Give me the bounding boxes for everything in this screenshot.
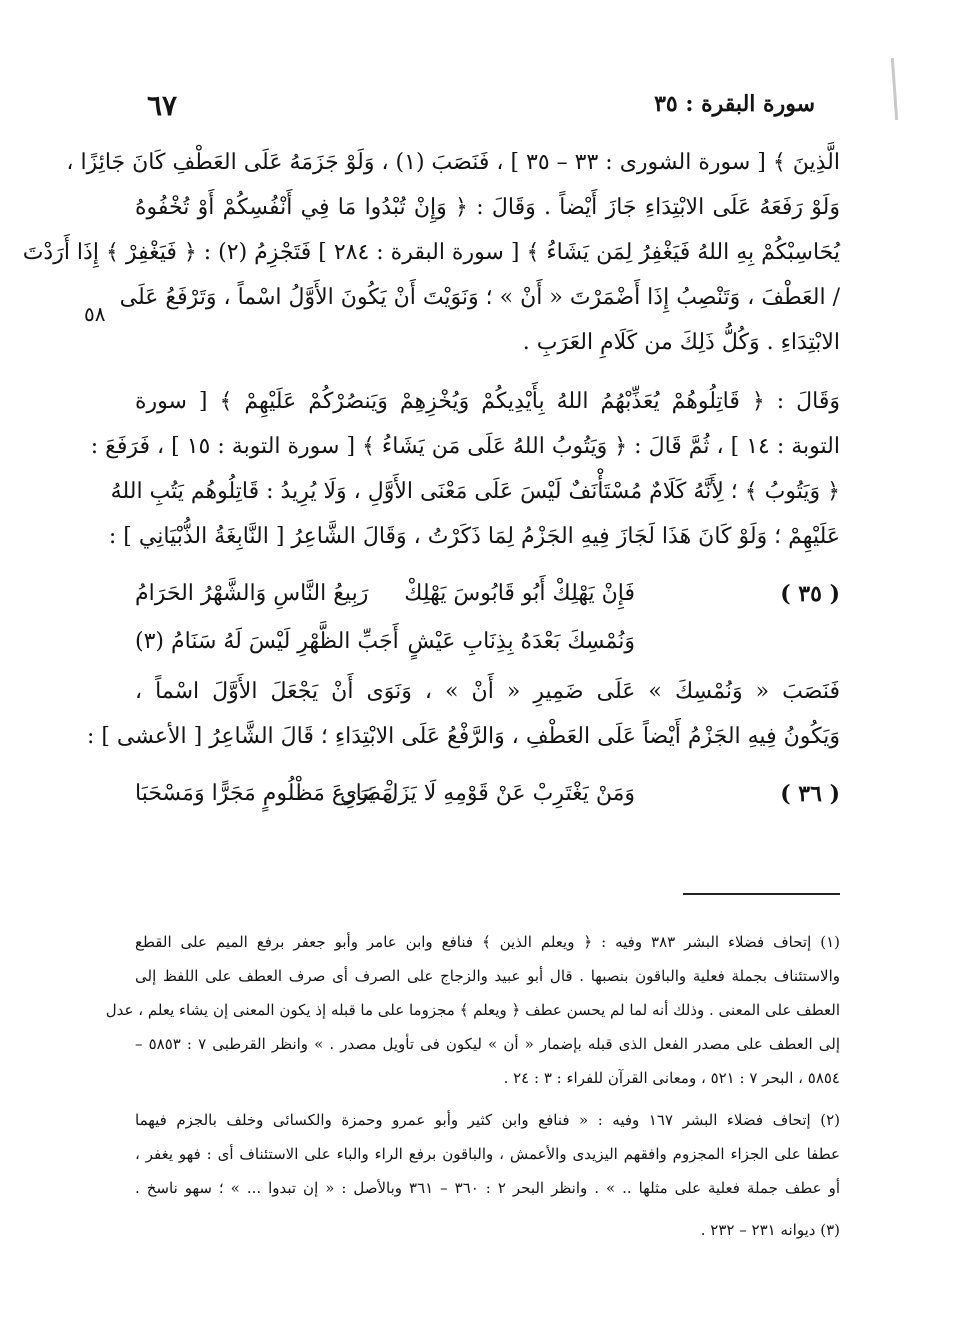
text-line: ﴿ وَيَتُوبُ ﴾ ؛ لِأَنَّهُ كَلَامٌ مُسْتَأْنَفٌ لَيْسَ عَلَى مَعْنَى الأَوَّلِ ، وَلَا يُرِيدُ : قَاتِلُوهُم يَتُبِ اللهُ [110,479,840,504]
scan-edge-mark [891,58,898,120]
footnote-line: العطف على المعنى . وذلك أنه لما لم يحسن عطف ﴿ ويعلم ﴾ مجزوما على ما قبله إذ يكون المعنى إن يشاء يعلم ، عدل [105,1001,840,1019]
footnote-separator [683,893,840,895]
text-line: فَنَصَبَ « وَنُمْسِكَ » عَلَى ضَمِيرِ « أَنْ » ، وَنَوَى أَنْ يَجْعَلَ الأَوَّلَ اسْماً ، [135,679,840,704]
footnote-line: عطفا على الجزاء المجزوم وافقهم اليزيدى والأعمش ، والباقون برفع الراء والباء على الاستئناف أى : فهو يغفر ، [135,1145,840,1163]
footnotes [105,925,841,1247]
paragraph-3 [86,669,840,759]
page-number: ٦٧ [147,89,178,122]
footnote-line: أو عطف جملة فعلية على مثلها .. » . وانظر البحر ٢ : ٣٦٠ – ٣٦١ وبالأصل : « إن تبدوا ... » ؛ سهو ناسخ . [135,1179,841,1197]
footnote-3 [135,1213,840,1247]
text-line: / العَطْفَ ، وَتَنْصِبُ إِذَا أَضْمَرْتَ « أَنْ » ؛ وَنَوَيْتَ أَنْ يَكُونَ الأَوَّلُ اسْماً ، وَتَرْفَعُ عَلَى [119,285,840,310]
verse-hemistich: وَنُمْسِكَ بَعْدَهُ بِذِنَابِ عَيْشٍ [407,629,635,654]
text-line: التوبة : ١٤ ] ، ثُمَّ قَالَ : ﴿ وَيَتُوبُ اللهُ عَلَى مَن يَشَاءُ ﴾ [ سورة التوبة : ١٥ ] ، فَرَفَعَ : [90,434,840,459]
text-line: وَقَالَ : ﴿ قَاتِلُوهُمْ يُعَذِّبْهُمُ اللهُ بِأَيْدِيكُمْ وَيُخْزِهِمْ وَيَنصُرْكُمْ عَلَيْهِمْ ﴾ [ سورة [135,389,840,414]
running-title: سورة البقرة : ٣٥ [654,91,815,117]
footnote-2 [135,1103,840,1205]
verse-35-line-1 [135,573,840,621]
text-line: وَلَوْ رَفَعَهُ عَلَى الابْتِدَاءِ جَازَ أَيْضاً . وَقَالَ : ﴿ وَإِنْ تُبْدُوا مَا فِي أَنْفُسِكُمْ أَوْ تُخْفُوهُ [135,195,840,220]
verse-hemistich: رَبِيعُ النَّاسِ وَالشَّهْرُ الحَرَامُ [135,581,369,606]
verse-hemistich: أَجَبِّ الظَّهْرِ لَيْسَ لَهُ سَنَامُ (٣) [135,629,399,654]
verse-35-line-2 [135,621,840,669]
footnote-line: ٥٨٥٤ ، البحر ٧ : ٥٢١ ، ومعانى القرآن للفراء : ٣ : ٢٤ . [503,1069,840,1087]
verse-36 [135,773,840,821]
text-line: عَلَيْهِمْ ؛ وَلَوْ كَانَ هَذَا لَجَازَ فِيهِ الجَزْمُ لِمَا ذَكَرْتُ ، وَقَالَ الشَّاعِرُ [ النَّابِغَةُ الذُّبْيَانِي ] : [108,524,840,549]
footnote-line: والاستئناف بجملة فعلية والباقون بنصبها . قال أبو عبيد والزجاج على الصرف أى صرف العطف على اللفظ إلى [135,967,840,985]
verse-hemistich: مَصَارِعَ مَظْلُومٍ مَجَرًّا وَمَسْحَبَا [135,781,394,806]
footnote-line: إلى العطف على مصدر الفعل الذى قبله بإضمار « أن » ليكون فى تأويل مصدر . » وانظر القرطبى ٧ : ٥٨٥٣ – [135,1035,841,1053]
footnote-line: (١) إتحاف فضلاء البشر ٣٨٣ وفيه : ﴿ ويعلم الذين ﴾ فنافع وابن عامر وأبو جعفر برفع الميم على القطع [135,933,840,951]
verse-hemistich: وَمَنْ يَغْتَرِبْ عَنْ قَوْمِهِ لَا يَزَلْ يَرَى [340,781,635,806]
paragraph-2 [90,379,840,559]
verse-number: ( ٣٥ ) [780,581,840,607]
footnote-1 [105,925,841,1095]
footnote-line: (٢) إتحاف فضلاء البشر ١٦٧ وفيه : « فنافع وابن كثير وأبو عمرو وحمزة والكسائى وخلف بالجزم فيهما [135,1111,840,1129]
page-header [135,85,835,125]
margin-page-reference: ٥٨ [84,302,106,326]
text-line: يُحَاسِبْكُمْ بِهِ اللهُ فَيَغْفِرُ لِمَن يَشَاءُ ﴾ [ سورة البقرة : ٢٨٤ ] فَتَجْزِمُ (٢) : ﴿ فَيَغْفِرْ ﴾ إِذَا أَرَدْتَ [22,240,840,265]
text-line: الَّذِينَ ﴾ [ سورة الشورى : ٣٣ – ٣٥ ] ، فَنَصَبَ (١) ، وَلَوْ جَزَمَهُ عَلَى العَطْفِ كَانَ جَائِزًا ، [66,150,840,175]
text-line: وَيَكُونُ فِيهِ الجَزْمُ أَيْضاً عَلَى العَطْفِ ، وَالرَّفْعُ عَلَى الابْتِدَاءِ ؛ قَالَ الشَّاعِرُ [ الأعشى ] : [86,724,840,749]
text-line: الابْتِدَاءِ . وَكُلُّ ذَلِكَ من كَلَامِ العَرَبِ . [522,330,840,355]
footnote-line: (٣) ديوانه ٢٣١ – ٢٣٢ . [700,1221,840,1239]
verse-number: ( ٣٦ ) [780,781,840,807]
verse-hemistich: فَإِنْ يَهْلِكْ أَبُو قَابُوسَ يَهْلِكْ [404,581,635,606]
